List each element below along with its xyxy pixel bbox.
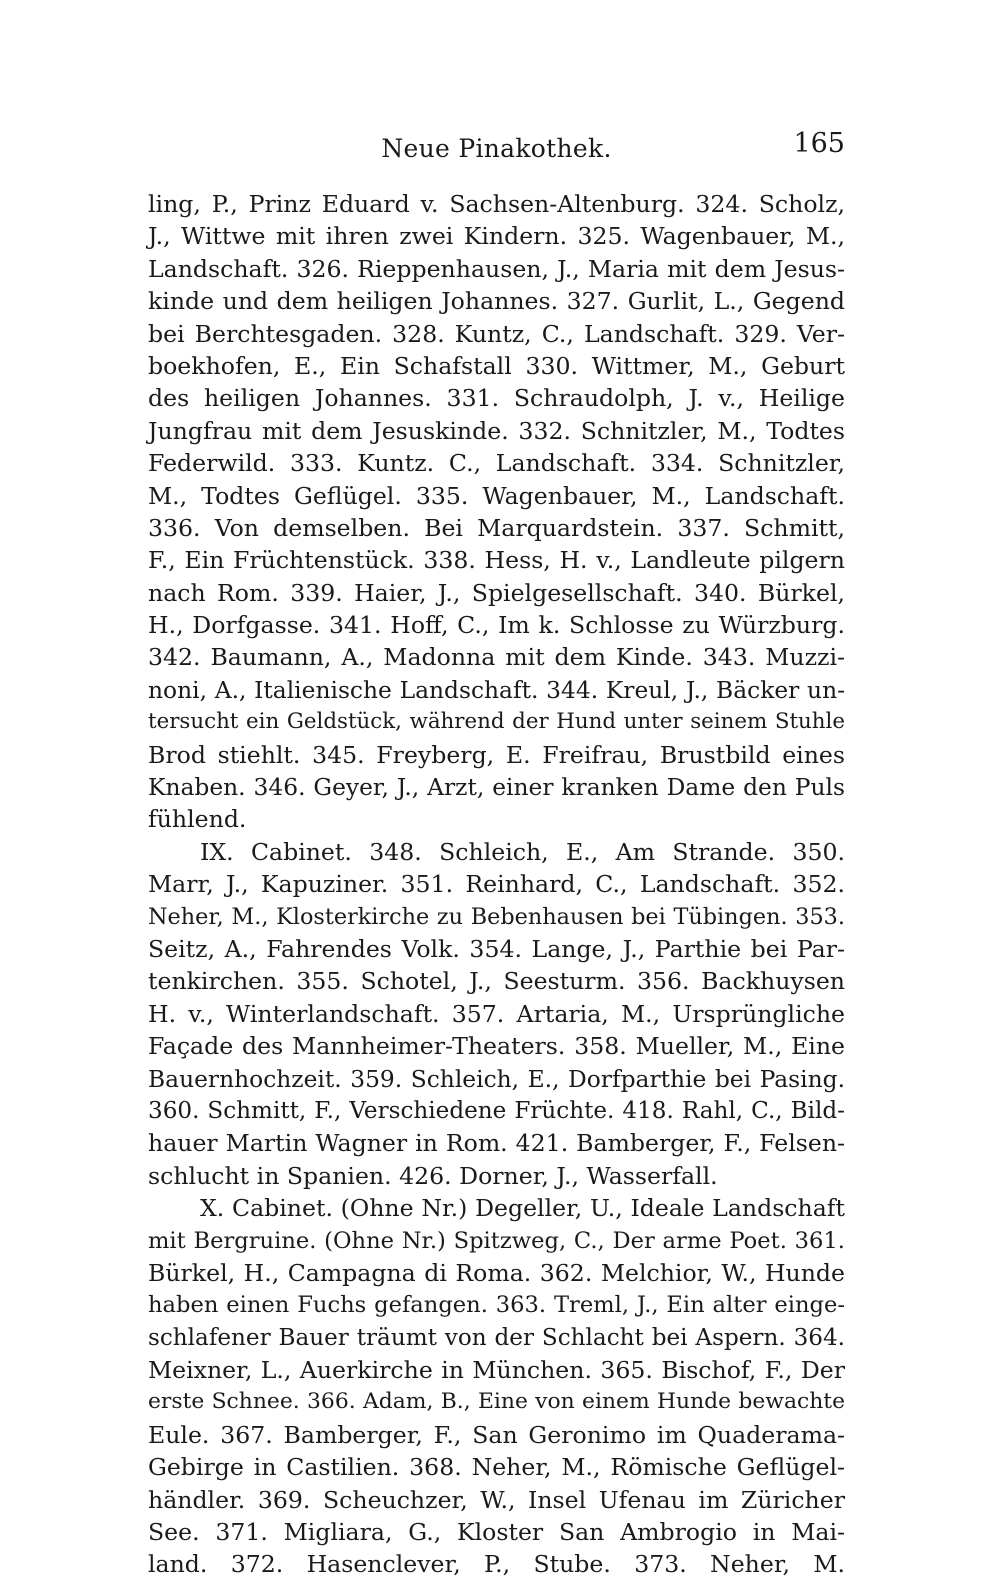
paragraph-end-line: schlucht in Spanien. 426. Dorner, J., Wasserfall. — [148, 1161, 718, 1190]
text-line: Façade des Mannheimer-Theaters. 358. Mueller, M., Eine — [148, 1032, 845, 1061]
text-line: Marr, J., Kapuziner. 351. Reinhard, C., Landschaft. 352. — [148, 870, 845, 899]
text-line: Brod stiehlt. 345. Freyberg, E. Freifrau, Brustbild eines — [148, 740, 845, 769]
text-line: kinde und dem heiligen Johannes. 327. Gurlit, L., Gegend — [148, 287, 845, 316]
text-line: boekhofen, E., Ein Schafstall 330. Wittmer, M., Geburt — [148, 351, 845, 380]
text-line: mit Bergruine. (Ohne Nr.) Spitzweg, C., Der arme Poet. 361. — [148, 1227, 845, 1254]
text-line: F., Ein Früchtenstück. 338. Hess, H. v., Landleute pilgern — [148, 546, 845, 575]
paragraph-end-line: fühlend. — [148, 805, 247, 834]
body-text — [148, 188, 845, 1581]
section-heading-line: IX. Cabinet. 348. Schleich, E., Am Strande. 350. — [200, 837, 845, 866]
text-line: land. 372. Hasenclever, P., Stube. 373. Neher, M. — [148, 1550, 845, 1579]
page-number: 165 — [793, 128, 845, 159]
text-line: Eule. 367. Bamberger, F., San Geronimo im Quaderama- — [148, 1420, 845, 1449]
text-line: Meixner, L., Auerkirche in München. 365. Bischof, F., Der — [148, 1356, 845, 1385]
text-line: Neher, M., Klosterkirche zu Bebenhausen bei Tübingen. 353. — [148, 903, 845, 930]
text-line: 342. Baumann, A., Madonna mit dem Kinde. 343. Muzzi- — [148, 643, 845, 672]
text-line: H. v., Winterlandschaft. 357. Artaria, M., Ursprüngliche — [148, 999, 845, 1028]
page-header — [148, 128, 845, 172]
text-line: Bürkel, H., Campagna di Roma. 362. Melchior, W., Hunde — [148, 1258, 845, 1287]
text-line: H., Dorfgasse. 341. Hoff, C., Im k. Schlosse zu Würzburg. — [148, 611, 845, 640]
text-line: erste Schnee. 366. Adam, B., Eine von einem Hunde bewachte — [148, 1389, 845, 1415]
text-line: tenkirchen. 355. Schotel, J., Seesturm. 356. Backhuysen — [148, 967, 845, 996]
text-line: ling, P., Prinz Eduard v. Sachsen-Altenburg. 324. Scholz, — [148, 190, 845, 218]
text-line: haben einen Fuchs gefangen. 363. Treml, J., Ein alter einge- — [148, 1292, 845, 1319]
text-line: Bauernhochzeit. 359. Schleich, E., Dorfparthie bei Pasing. — [148, 1064, 845, 1093]
text-line: Seitz, A., Fahrendes Volk. 354. Lange, J., Parthie bei Par- — [148, 934, 845, 963]
text-line: hauer Martin Wagner in Rom. 421. Bamberger, F., Felsen- — [148, 1129, 845, 1158]
section-heading-line: X. Cabinet. (Ohne Nr.) Degeller, U., Ideale Landschaft — [200, 1194, 845, 1223]
text-line: noni, A., Italienische Landschaft. 344. Kreul, J., Bäcker un- — [148, 675, 845, 704]
text-line: Jungfrau mit dem Jesuskinde. 332. Schnitzler, M., Todtes — [148, 416, 845, 445]
text-line: 360. Schmitt, F., Verschiedene Früchte. 418. Rahl, C., Bild- — [148, 1097, 845, 1124]
text-line: schlafener Bauer träumt von der Schlacht bei Aspern. 364. — [148, 1324, 845, 1351]
text-line: M., Todtes Geflügel. 335. Wagenbauer, M., Landschaft. — [148, 481, 845, 510]
text-line: 336. Von demselben. Bei Marquardstein. 337. Schmitt, — [148, 513, 845, 542]
text-line: See. 371. Migliara, G., Kloster San Ambrogio in Mai- — [148, 1518, 845, 1547]
text-line: des heiligen Johannes. 331. Schraudolph, J. v., Heilige — [148, 384, 845, 413]
running-title: Neue Pinakothek. — [381, 134, 612, 163]
text-line: tersucht ein Geldstück, während der Hund unter seinem Stuhle — [148, 709, 845, 735]
text-line: J., Wittwe mit ihren zwei Kindern. 325. Wagenbauer, M., — [148, 222, 845, 251]
text-line: Federwild. 333. Kuntz. C., Landschaft. 334. Schnitzler, — [148, 449, 845, 478]
text-line: händler. 369. Scheuchzer, W., Insel Ufenau im Züricher — [148, 1485, 845, 1514]
text-line: nach Rom. 339. Haier, J., Spielgesellschaft. 340. Bürkel, — [148, 578, 845, 607]
text-line: Gebirge in Castilien. 368. Neher, M., Römische Geflügel- — [148, 1453, 845, 1482]
text-line: bei Berchtesgaden. 328. Kuntz, C., Landschaft. 329. Ver- — [148, 319, 845, 348]
text-line: Landschaft. 326. Rieppenhausen, J., Maria mit dem Jesus- — [148, 254, 845, 283]
text-line: Knaben. 346. Geyer, J., Arzt, einer kranken Dame den Puls — [148, 773, 845, 802]
